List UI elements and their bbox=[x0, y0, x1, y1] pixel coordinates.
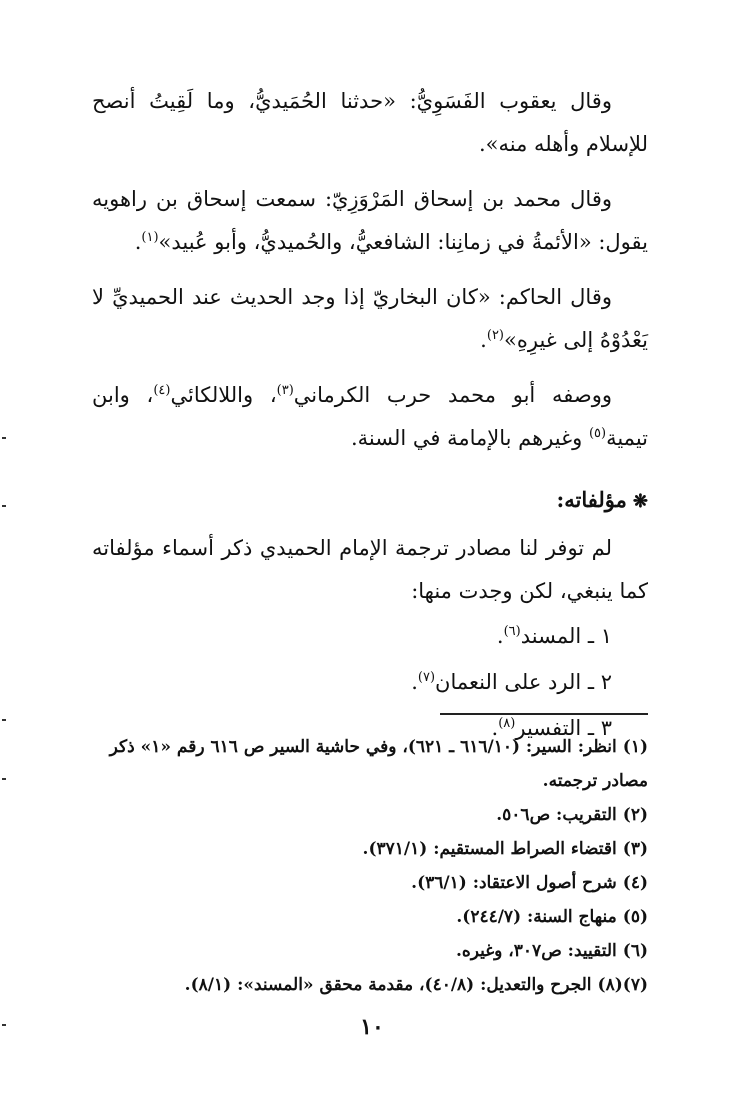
footnote-number: (١) bbox=[622, 737, 648, 757]
scan-mark bbox=[2, 505, 6, 507]
list-item-works-1: ١ ـ المسند$^{(٦)}$. bbox=[496, 624, 612, 648]
footnote-4 bbox=[92, 866, 648, 900]
paragraph-marwazi: وقال محمد بن إسحاق المَرْوَزِيّ: سمعت إسحاق بن راهويه يقول: «الأئمةُ في زمانِنا: الشافعيُّ، والحُميديُّ، وأبو عُبيد»$^{(١)}$. bbox=[92, 187, 648, 254]
footnote-3 bbox=[92, 832, 648, 866]
paragraph-hakim-text: وقال الحاكم: «كان البخاريّ إذا وجد الحديث عند الحميديِّ لا يَعْدُوْهُ إلى غيرِهِ» bbox=[92, 285, 648, 352]
scan-mark bbox=[2, 1024, 6, 1026]
footnotes bbox=[92, 730, 648, 1002]
footnote-marker-7[interactable]: (٧) bbox=[417, 670, 436, 685]
asterisk-icon: ❋ bbox=[632, 491, 648, 512]
footnote-marker-1[interactable]: (١) bbox=[141, 230, 159, 245]
footnote-7-8 bbox=[92, 968, 648, 1002]
footnote-2 bbox=[92, 798, 648, 832]
footnote-text: منهاج السنة: (٢٤٤/٧). bbox=[456, 907, 617, 927]
text-after-kirmani: ، واللالكائي bbox=[170, 383, 277, 407]
paragraph-description-text: ووصفه أبو محمد حرب الكرماني bbox=[293, 383, 612, 407]
paragraph-description bbox=[92, 374, 648, 460]
footnote-divider bbox=[440, 713, 648, 715]
footnote-number: (٦) bbox=[622, 941, 648, 961]
footnote-marker-8[interactable]: (٨) bbox=[498, 716, 516, 731]
footnote-text: شرح أصول الاعتقاد: (٣٦/١). bbox=[411, 873, 617, 893]
scan-mark bbox=[2, 719, 6, 721]
footnote-1 bbox=[92, 730, 648, 798]
footnote-text: انظر: السير: (٦١٦/١٠ ـ ٦٢١)، وفي حاشية السير ص ٦١٦ رقم «١» ذكر مصادر ترجمته. bbox=[109, 737, 648, 791]
footnote-marker-3[interactable]: (٣) bbox=[276, 383, 294, 398]
paragraph-works-intro: لم توفر لنا مصادر ترجمة الإمام الحميدي ذكر أسماء مؤلفاته كما ينبغي، لكن وجدت منها: bbox=[92, 536, 648, 603]
footnote-number: (٤) bbox=[622, 873, 648, 893]
footnote-text: التقريب: ص٥٠٦. bbox=[496, 805, 617, 825]
paragraph-fasawi: وقال يعقوب الفَسَوِيُّ: «حدثنا الحُمَيديُّ، وما لَقِيتُ أنصح للإسلام وأهله منه». bbox=[92, 89, 648, 156]
text-ibn-taymiyya: ، وابن تيمية bbox=[92, 383, 648, 450]
paragraph-marwazi-text: وقال محمد بن إسحاق المَرْوَزِيّ: سمعت إسحاق بن راهويه يقول: «الأئمةُ في زمانِنا: الشافعيُّ، والحُميديُّ، وأبو عُبيد» bbox=[92, 187, 648, 254]
work-label: ٢ ـ الرد على النعمان bbox=[435, 670, 612, 694]
scan-mark bbox=[2, 778, 6, 780]
footnote-marker-4[interactable]: (٤) bbox=[153, 383, 171, 398]
footnote-marker-2[interactable]: (٢) bbox=[486, 328, 504, 343]
scan-mark bbox=[2, 437, 6, 439]
footnote-5 bbox=[92, 900, 648, 934]
footnote-number: (٢) bbox=[622, 805, 648, 825]
page-number: ١٠ bbox=[360, 1014, 384, 1040]
footnote-number: (٧)(٨) bbox=[597, 975, 648, 995]
list-item-works-3: ٣ ـ التفسير$^{(٨)}$. bbox=[491, 716, 612, 740]
footnote-marker-5[interactable]: (٥) bbox=[588, 426, 607, 441]
footnote-number: (٥) bbox=[622, 907, 648, 927]
footnote-number: (٣) bbox=[622, 839, 648, 859]
work-label: ١ ـ المسند bbox=[520, 624, 612, 648]
section-title: مؤلفاته: bbox=[556, 487, 627, 512]
footnote-text: التقييد: ص٣٠٧، وغيره. bbox=[455, 941, 617, 961]
footnote-marker-6[interactable]: (٦) bbox=[503, 624, 521, 639]
section-heading bbox=[92, 478, 648, 523]
paragraph-hakim: وقال الحاكم: «كان البخاريّ إذا وجد الحديث عند الحميديِّ لا يَعْدُوْهُ إلى غيرِهِ»$^{(٢)}$. bbox=[92, 285, 648, 352]
main-text bbox=[92, 80, 648, 751]
footnote-text: الجرح والتعديل: (٤٠/٨)، مقدمة محقق «المسند»: (٨/١). bbox=[184, 975, 592, 995]
footnote-6 bbox=[92, 934, 648, 968]
work-label: ٣ ـ التفسير bbox=[515, 716, 612, 740]
text-tail: وغيرهم بالإمامة في السنة. bbox=[350, 426, 589, 450]
footnote-text: اقتضاء الصراط المستقيم: (٣٧١/١). bbox=[362, 839, 617, 859]
list-item-works-2: ٢ ـ الرد على النعمان$^{(٧)}$. bbox=[411, 670, 612, 694]
